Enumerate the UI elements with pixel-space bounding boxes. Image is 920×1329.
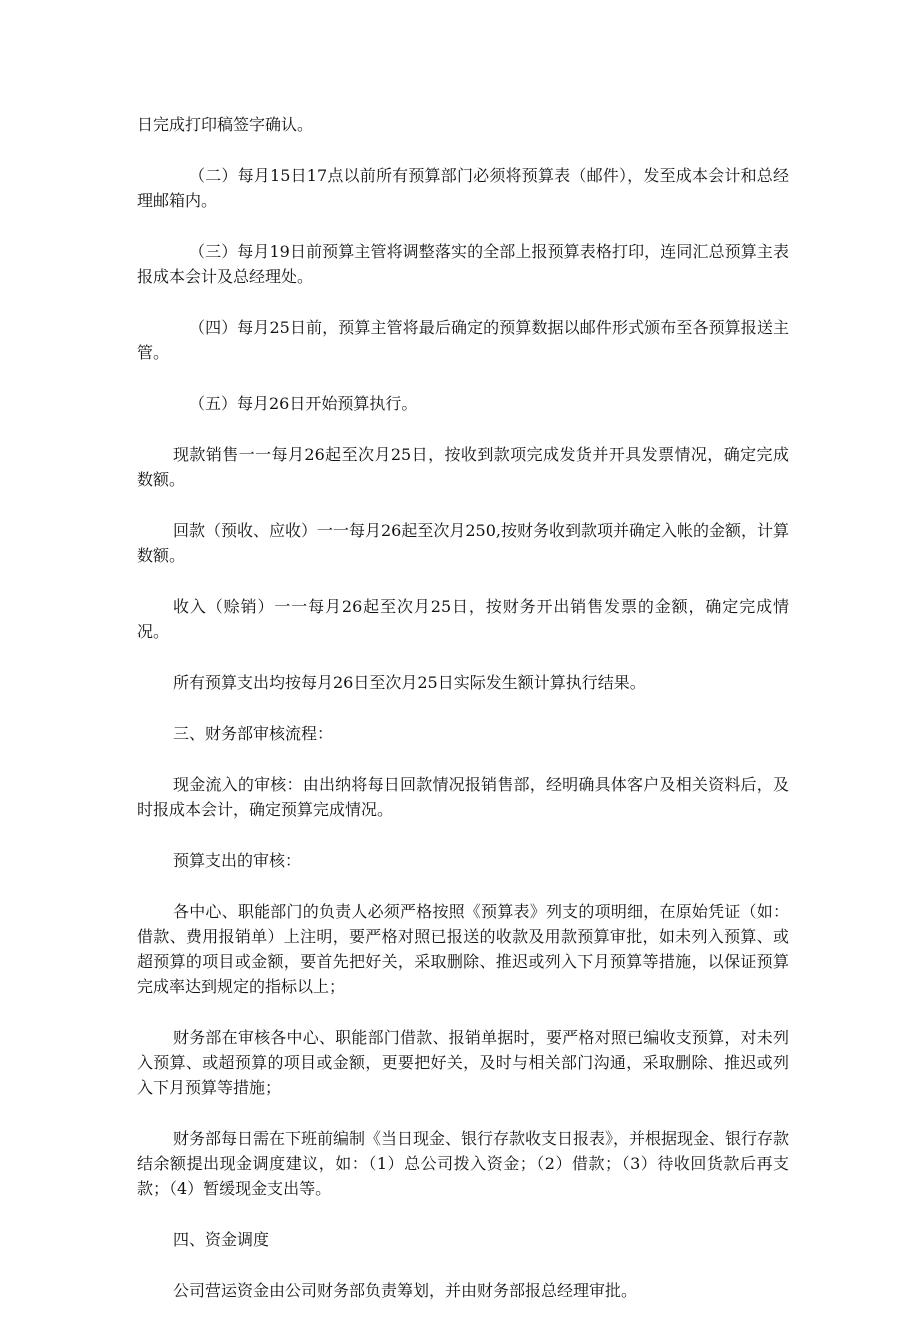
paragraph-item-4: （四）每月25日前，预算主管将最后确定的预算数据以邮件形式颁布至各预算报送主管。 (137, 318, 789, 362)
document-body (137, 112, 789, 1329)
section-heading-fund-allocation: 四、资金调度 (173, 1230, 270, 1249)
paragraph-daily-report: 财务部每日需在下班前编制《当日现金、银行存款收支日报表》，并根据现金、银行存款结余额提出现金调度建议，如：（1）总公司拨入资金；（2）借款；（3）待收回货款后再支款；（4）暂缓现金支出等。 (137, 1129, 790, 1198)
paragraph-cash-inflow-audit: 现金流入的审核：由出纳将每日回款情况报销售部，经明确具体客户及相关资料后，及时报成本会计，确定预算完成情况。 (137, 775, 789, 819)
paragraph-item-3: （三）每月19日前预算主管将调整落实的全部上报预算表格打印，连同汇总预算主表报成本会计及总经理处。 (137, 242, 789, 286)
paragraph-department-heads: 各中心、职能部门的负责人必须严格按照《预算表》列支的项明细，在原始凭证（如：借款、费用报销单）上注明，要严格对照已报送的收款及用款预算审批，如未列入预算、或超预算的项目或金额，要首先把好关，采取删除、推迟或列入下月预算等措施，以保证预算完成率达到规定的指标以上； (137, 902, 789, 996)
paragraph-credit-income: 收入（赊销）一一每月26起至次月25日，按财务开出销售发票的金额，确定完成情况。 (137, 597, 789, 641)
paragraph-finance-review: 财务部在审核各中心、职能部门借款、报销单据时，要严格对照已编收支预算，对未列入预算、或超预算的项目或金额，更要把好关，及时与相关部门沟通，采取删除、推迟或列入下月预算等措施； (137, 1028, 789, 1097)
paragraph-working-capital: 公司营运资金由公司财务部负责筹划，并由财务部报总经理审批。 (173, 1281, 638, 1300)
paragraph-item-5: （五）每月26日开始预算执行。 (189, 394, 418, 413)
section-heading-audit-process: 三、财务部审核流程： (173, 724, 334, 743)
paragraph-item-2: （二）每月15日17点以前所有预算部门必须将预算表（邮件），发至成本会计和总经理邮箱内。 (137, 166, 789, 210)
subheading-expenditure-audit: 预算支出的审核： (173, 851, 302, 870)
paragraph-cash-sales: 现款销售一一每月26起至次月25日，按收到款项完成发货并开具发票情况，确定完成数额。 (137, 445, 789, 489)
paragraph-expenditure-basis: 所有预算支出均按每月26日至次月25日实际发生额计算执行结果。 (173, 673, 646, 692)
paragraph-signoff-continuation: 日完成打印稿签字确认。 (137, 115, 314, 134)
paragraph-collections: 回款（预收、应收）一一每月26起至次月250,按财务收到款项并确定入帐的金额，计算数额。 (137, 521, 789, 565)
